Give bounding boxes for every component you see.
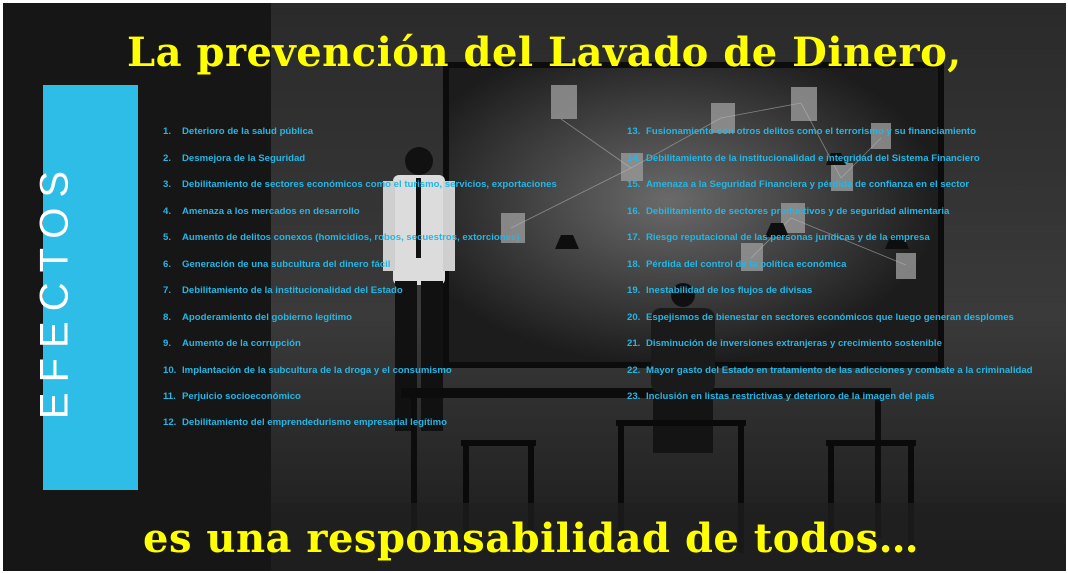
- list-item: 2. Desmejora de la Seguridad: [163, 153, 306, 164]
- list-item: 18. Pérdida del control de la política económica: [627, 259, 847, 270]
- list-item: 12. Debilitamiento del emprendedurismo empresarial legítimo: [163, 417, 447, 428]
- list-item: 3. Debilitamiento de sectores económicos como el turismo, servicios, exportaciones: [163, 179, 557, 190]
- list-item: 22. Mayor gasto del Estado en tratamiento de las adicciones y combate a la criminalidad: [627, 365, 1033, 376]
- list-item: 9. Aumento de la corrupción: [163, 338, 301, 349]
- list-item: 21. Disminución de inversiones extranjeras y crecimiento sostenible: [627, 338, 942, 349]
- list-item: 5. Aumento de delitos conexos (homicidios, robos, secuestros, extorciones): [163, 232, 520, 243]
- list-item: 20. Espejismos de bienestar en sectores económicos que luego generan desplomes: [627, 312, 1014, 323]
- headline-bottom: es una responsabilidad de todos…: [143, 515, 920, 562]
- list-item: 1. Deterioro de la salud pública: [163, 126, 314, 137]
- list-item: 17. Riesgo reputacional de las personas jurídicas y de la empresa: [627, 232, 930, 243]
- list-item: 19. Inestabilidad de los flujos de divisas: [627, 285, 813, 296]
- list-item: 8. Apoderamiento del gobierno legítimo: [163, 312, 353, 323]
- list-item: 10. Implantación de la subcultura de la droga y el consumismo: [163, 365, 452, 376]
- list-item: 13. Fusionamiento con otros delitos como el terrorismo y su financiamiento: [627, 126, 976, 137]
- list-item: 4. Amenaza a los mercados en desarrollo: [163, 206, 360, 217]
- list-item: 6. Generación de una subcultura del dinero fácil: [163, 259, 391, 270]
- list-item: 15. Amenaza a la Seguridad Financiera y pérdida de confianza en el sector: [627, 179, 970, 190]
- slide: [3, 3, 1066, 571]
- list-item: 7. Debilitamiento de la institucionalidad del Estado: [163, 285, 403, 296]
- list-item: 16. Debilitamiento de sectores productivos y de seguridad alimentaria: [627, 206, 950, 217]
- headline-top: La prevención del Lavado de Dinero,: [127, 29, 962, 76]
- list-item: 23. Inclusión en listas restrictivas y deterioro de la imagen del país: [627, 391, 935, 402]
- effects-label: EFECTOS: [32, 160, 77, 420]
- list-item: 14. Debilitamiento de la institucionalidad e integridad del Sistema Financiero: [627, 153, 980, 164]
- list-item: 11. Perjuicio socioeconómico: [163, 391, 301, 402]
